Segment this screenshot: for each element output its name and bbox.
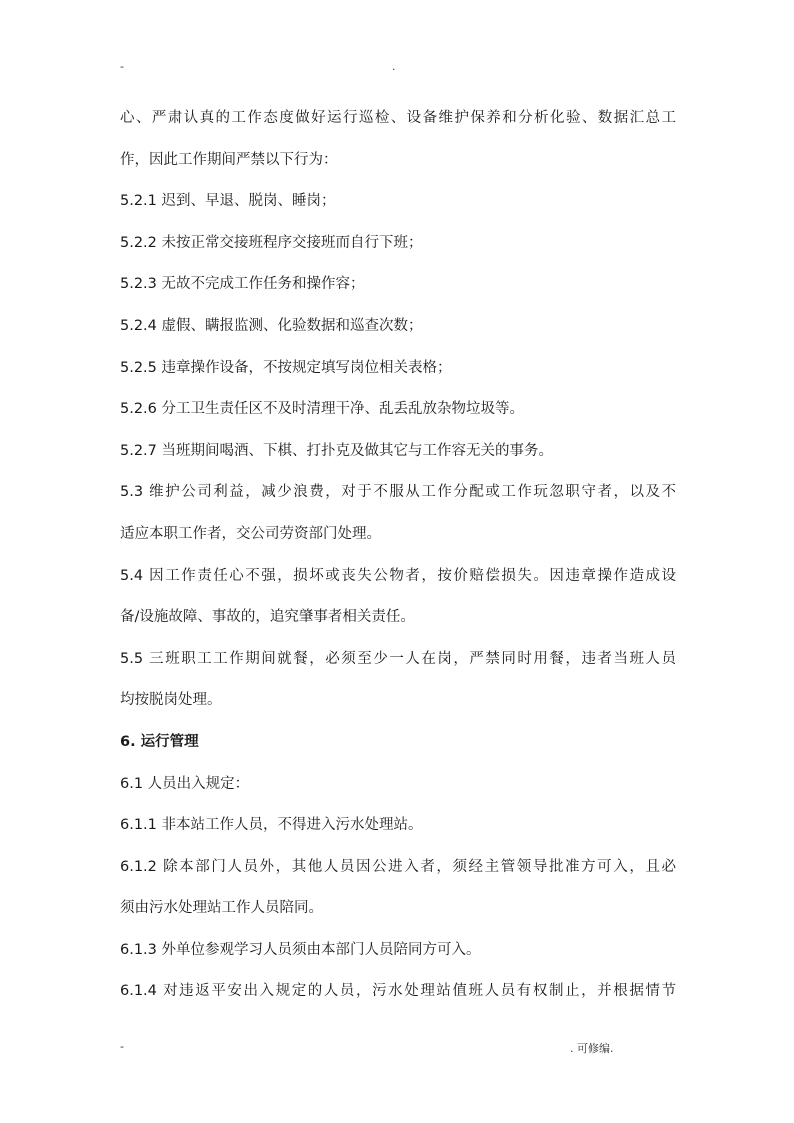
clause-5-3-line: 适应本职工作者，交公司劳资部门处理。	[120, 525, 381, 542]
subsection-heading: 6.1 人员出入规定：	[120, 775, 250, 792]
list-item-5-2-3: 5.2.3 无故不完成工作任务和操作容；	[120, 276, 365, 293]
list-item-5-2-4: 5.2.4 虚假、瞒报监测、化验数据和巡查次数；	[120, 317, 423, 334]
list-item-6-1-2: 6.1.2 除本部门人员外，其他人员因公进入者，须经主管领导批准方可入，且必	[120, 858, 676, 875]
header-center-mark: .	[392, 60, 396, 73]
clause-5-5-line: 均按脱岗处理。	[120, 692, 222, 709]
list-item-5-2-5: 5.2.5 违章操作设备，不按规定填写岗位相关表格；	[120, 359, 452, 376]
list-item-6-1-1: 6.1.1 非本站工作人员，不得进入污水处理站。	[120, 817, 423, 834]
list-item-6-1-3: 6.1.3 外单位参观学习人员须由本部门人员陪同方可入。	[120, 941, 481, 958]
clause-5-4-line: 备/设施故障、事故的，追究肇事者相关责任。	[120, 609, 415, 626]
footer-editable-note: . 可修编.	[570, 1042, 614, 1055]
document-body	[120, 104, 676, 1019]
list-item-6-1-4: 6.1.4 对违返平安出入规定的人员，污水处理站值班人员有权制止，并根据情节	[120, 983, 676, 1000]
clause-5-5-line: 5.5 三班职工工作期间就餐，必须至少一人在岗，严禁同时用餐，违者当班人员	[120, 650, 676, 667]
clause-5-4-line: 5.4 因工作责任心不强，损坏或丧失公物者，按价赔偿损失。因违章操作造成设	[120, 567, 676, 584]
header-left-mark: -	[120, 60, 124, 73]
list-item-5-2-7: 5.2.7 当班期间喝酒、下棋、打扑克及做其它与工作容无关的事务。	[120, 442, 554, 459]
footer-left-mark: -	[120, 1040, 124, 1053]
section-heading: 6. 运行管理	[120, 733, 199, 750]
list-item-5-2-2: 5.2.2 未按正常交接班程序交接班而自行下班；	[120, 234, 423, 251]
clause-5-3-line: 5.3 维护公司利益，减少浪费，对于不服从工作分配或工作玩忽职守者，以及不	[120, 484, 676, 501]
list-item-5-2-1: 5.2.1 迟到、早退、脱岗、睡岗；	[120, 193, 336, 210]
paragraph-line: 心、严肃认真的工作态度做好运行巡检、设备维护保养和分析化验、数据汇总工	[120, 110, 676, 126]
list-item-5-2-6: 5.2.6 分工卫生责任区不及时清理干净、乱丢乱放杂物垃圾等。	[120, 401, 525, 418]
list-item-6-1-2: 须由污水处理站工作人员陪同。	[120, 900, 323, 917]
paragraph-line: 作，因此工作期间严禁以下行为：	[120, 151, 338, 168]
